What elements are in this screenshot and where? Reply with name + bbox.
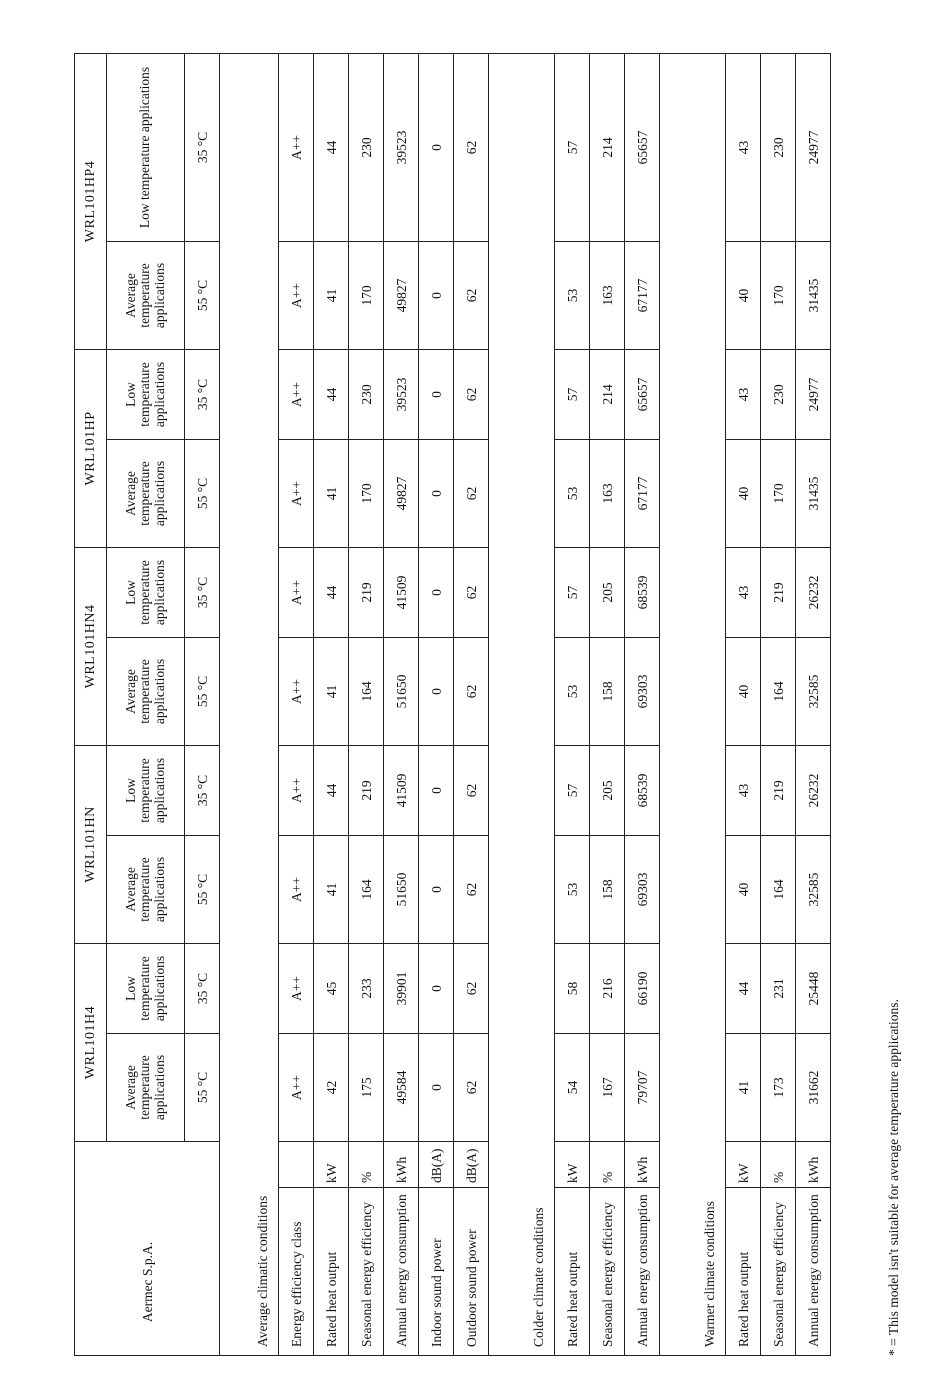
table-cell: A++ <box>279 943 314 1033</box>
table-cell: 163 <box>590 439 625 547</box>
table-row <box>454 53 489 1355</box>
row-unit: kW <box>726 1141 761 1187</box>
table-cell: 62 <box>454 53 489 241</box>
table-cell: 230 <box>349 53 384 241</box>
table-cell: 43 <box>726 349 761 439</box>
table-cell: 170 <box>349 439 384 547</box>
table-cell: 26232 <box>796 547 831 637</box>
row-label: Seasonal energy efficiency <box>349 1188 384 1356</box>
table-cell: 26232 <box>796 745 831 835</box>
table-cell: 49584 <box>384 1033 419 1141</box>
row-unit <box>279 1141 314 1187</box>
table-cell: 44 <box>314 547 349 637</box>
row-label: Energy efficiency class <box>279 1188 314 1356</box>
table-cell: A++ <box>279 547 314 637</box>
table-cell: 40 <box>726 835 761 943</box>
table-cell: 231 <box>761 943 796 1033</box>
temperature-value: 35 °C <box>185 349 220 439</box>
section-title-row <box>694 53 726 1355</box>
model-name: WRL101HN <box>75 745 107 943</box>
model-name: WRL101H4 <box>75 943 107 1141</box>
table-cell: 44 <box>314 349 349 439</box>
table-cell: 41509 <box>384 745 419 835</box>
table-cell: 43 <box>726 547 761 637</box>
temperature-value: 35 °C <box>185 53 220 241</box>
table-cell: 0 <box>419 241 454 349</box>
temperature-value: 55 °C <box>185 1033 220 1141</box>
table-cell: 66190 <box>625 943 660 1033</box>
section-title: Average climatic conditions <box>247 53 279 1355</box>
table-cell: 44 <box>726 943 761 1033</box>
table-cell: 167 <box>590 1033 625 1141</box>
table-cell: 205 <box>590 547 625 637</box>
table-cell: 230 <box>761 349 796 439</box>
table-cell: 53 <box>555 835 590 943</box>
table-cell: 164 <box>349 835 384 943</box>
table-cell: 57 <box>555 53 590 241</box>
table-cell: 41509 <box>384 547 419 637</box>
table-row <box>384 53 419 1355</box>
temperature-value: 55 °C <box>185 637 220 745</box>
table-row <box>314 53 349 1355</box>
table-cell: 69303 <box>625 637 660 745</box>
data-sheet <box>74 54 831 1356</box>
row-unit: kW <box>555 1141 590 1187</box>
table-cell: 0 <box>419 547 454 637</box>
temperature-value: 55 °C <box>185 241 220 349</box>
table-row <box>419 53 454 1355</box>
table-row <box>625 53 660 1355</box>
table-cell: 173 <box>761 1033 796 1141</box>
table-cell: 230 <box>349 349 384 439</box>
table-cell: 164 <box>761 637 796 745</box>
application-type: Average temperature applications <box>107 241 185 349</box>
table-cell: 62 <box>454 943 489 1033</box>
application-type: Average temperature applications <box>107 835 185 943</box>
table-cell: 0 <box>419 53 454 241</box>
table-cell: 0 <box>419 637 454 745</box>
table-row <box>796 53 831 1355</box>
row-label: Rated heat output <box>314 1188 349 1356</box>
section-spacer <box>489 53 523 1355</box>
application-type: Low temperature applications <box>107 547 185 637</box>
table-cell: A++ <box>279 745 314 835</box>
table-cell: 41 <box>314 637 349 745</box>
table-cell: 44 <box>314 745 349 835</box>
table-cell: A++ <box>279 349 314 439</box>
temperature-value: 35 °C <box>185 943 220 1033</box>
table-cell: 164 <box>761 835 796 943</box>
table-cell: A++ <box>279 439 314 547</box>
application-type: Low temperature applications <box>107 745 185 835</box>
table-cell: 31435 <box>796 241 831 349</box>
table-cell: 65657 <box>625 53 660 241</box>
table-cell: 58 <box>555 943 590 1033</box>
model-name: WRL101HP <box>75 349 107 547</box>
table-cell: 24977 <box>796 53 831 241</box>
table-cell: 79707 <box>625 1033 660 1141</box>
table-cell: 57 <box>555 547 590 637</box>
table-cell: 163 <box>590 241 625 349</box>
table-cell: 62 <box>454 241 489 349</box>
table-cell: 51650 <box>384 835 419 943</box>
table-cell: 45 <box>314 943 349 1033</box>
table-cell: 0 <box>419 745 454 835</box>
table-cell: 170 <box>761 241 796 349</box>
row-label: Indoor sound power <box>419 1188 454 1356</box>
row-label: Annual energy consumption <box>384 1188 419 1356</box>
table-cell: A++ <box>279 637 314 745</box>
row-unit: kWh <box>384 1141 419 1187</box>
table-cell: 51650 <box>384 637 419 745</box>
table-cell: 205 <box>590 745 625 835</box>
row-label: Seasonal energy efficiency <box>761 1188 796 1356</box>
table-cell: 57 <box>555 745 590 835</box>
table-cell: 40 <box>726 637 761 745</box>
table-cell: 31662 <box>796 1033 831 1141</box>
table-cell: 68539 <box>625 745 660 835</box>
table-cell: 219 <box>349 745 384 835</box>
table-cell: 32585 <box>796 835 831 943</box>
table-cell: 41 <box>314 241 349 349</box>
application-type: Low temperature applications <box>107 349 185 439</box>
table-cell: 0 <box>419 439 454 547</box>
table-cell: 170 <box>761 439 796 547</box>
table-cell: 0 <box>419 349 454 439</box>
table-cell: 0 <box>419 943 454 1033</box>
table-cell: 41 <box>314 439 349 547</box>
table-row <box>555 53 590 1355</box>
temperature-value: 35 °C <box>185 547 220 637</box>
row-label: Annual energy consumption <box>796 1188 831 1356</box>
table-cell: 0 <box>419 1033 454 1141</box>
row-unit: dB(A) <box>454 1141 489 1187</box>
table-row <box>726 53 761 1355</box>
table-cell: 24977 <box>796 349 831 439</box>
table-cell: 49827 <box>384 241 419 349</box>
footnote: * = This model isn't suitable for average temperature applications. <box>886 999 901 1356</box>
table-cell: 39523 <box>384 53 419 241</box>
table-cell: 216 <box>590 943 625 1033</box>
table-cell: 43 <box>726 745 761 835</box>
table-cell: 44 <box>314 53 349 241</box>
table-cell: 62 <box>454 1033 489 1141</box>
table-row <box>590 53 625 1355</box>
table-cell: 158 <box>590 835 625 943</box>
table-cell: A++ <box>279 241 314 349</box>
table-cell: 62 <box>454 547 489 637</box>
table-cell: 214 <box>590 349 625 439</box>
company-name: Aermec S.p.A. <box>75 1141 220 1355</box>
table-row <box>761 53 796 1355</box>
model-name: WRL101HP4 <box>75 53 107 349</box>
row-unit: % <box>761 1141 796 1187</box>
table-cell: 62 <box>454 835 489 943</box>
section-title: Warmer climate conditions <box>694 53 726 1355</box>
table-cell: 31435 <box>796 439 831 547</box>
row-label: Annual energy consumption <box>625 1188 660 1356</box>
table-cell: 53 <box>555 439 590 547</box>
table-cell: 219 <box>761 745 796 835</box>
table-cell: A++ <box>279 53 314 241</box>
section-spacer <box>220 53 247 1355</box>
table-cell: 41 <box>314 835 349 943</box>
row-unit: % <box>590 1141 625 1187</box>
table-cell: 69303 <box>625 835 660 943</box>
table-cell: 49827 <box>384 439 419 547</box>
row-unit: kW <box>314 1141 349 1187</box>
table-cell: 230 <box>761 53 796 241</box>
section-spacer <box>660 53 694 1355</box>
table-cell: 175 <box>349 1033 384 1141</box>
row-unit: kWh <box>625 1141 660 1187</box>
table-cell: 53 <box>555 241 590 349</box>
section-title: Colder climate conditions <box>523 53 555 1355</box>
table-cell: 40 <box>726 241 761 349</box>
table-cell: 0 <box>419 835 454 943</box>
model-name: WRL101HN4 <box>75 547 107 745</box>
table-cell: 41 <box>726 1033 761 1141</box>
table-cell: 219 <box>761 547 796 637</box>
row-unit: % <box>349 1141 384 1187</box>
table-cell: 158 <box>590 637 625 745</box>
table-cell: 62 <box>454 439 489 547</box>
table-cell: 43 <box>726 53 761 241</box>
section-title-row <box>523 53 555 1355</box>
table-cell: 57 <box>555 349 590 439</box>
row-label: Outdoor sound power <box>454 1188 489 1356</box>
table-cell: 214 <box>590 53 625 241</box>
table-cell: 67177 <box>625 439 660 547</box>
table-cell: 68539 <box>625 547 660 637</box>
temperature-value: 55 °C <box>185 439 220 547</box>
row-label: Rated heat output <box>555 1188 590 1356</box>
application-type: Low temperature applications <box>107 53 185 241</box>
section-title-row <box>247 53 279 1355</box>
table-row <box>349 53 384 1355</box>
energy-label-table <box>74 53 831 1356</box>
row-label: Seasonal energy efficiency <box>590 1188 625 1356</box>
row-unit: kWh <box>796 1141 831 1187</box>
application-type: Average temperature applications <box>107 637 185 745</box>
table-cell: 219 <box>349 547 384 637</box>
table-cell: 62 <box>454 745 489 835</box>
table-cell: A++ <box>279 1033 314 1141</box>
table-cell: 67177 <box>625 241 660 349</box>
table-cell: 53 <box>555 637 590 745</box>
application-type: Average temperature applications <box>107 439 185 547</box>
table-cell: 233 <box>349 943 384 1033</box>
table-cell: 39901 <box>384 943 419 1033</box>
table-cell: 62 <box>454 349 489 439</box>
table-cell: 32585 <box>796 637 831 745</box>
application-type: Average temperature applications <box>107 1033 185 1141</box>
temperature-value: 55 °C <box>185 835 220 943</box>
table-row <box>279 53 314 1355</box>
table-cell: 65657 <box>625 349 660 439</box>
row-label: Rated heat output <box>726 1188 761 1356</box>
table-cell: 164 <box>349 637 384 745</box>
table-cell: 62 <box>454 637 489 745</box>
table-cell: A++ <box>279 835 314 943</box>
table-cell: 39523 <box>384 349 419 439</box>
table-cell: 25448 <box>796 943 831 1033</box>
temperature-value: 35 °C <box>185 745 220 835</box>
row-unit: dB(A) <box>419 1141 454 1187</box>
table-cell: 54 <box>555 1033 590 1141</box>
table-cell: 170 <box>349 241 384 349</box>
table-cell: 42 <box>314 1033 349 1141</box>
model-header-row <box>75 53 107 1355</box>
application-type: Low temperature applications <box>107 943 185 1033</box>
table-cell: 40 <box>726 439 761 547</box>
